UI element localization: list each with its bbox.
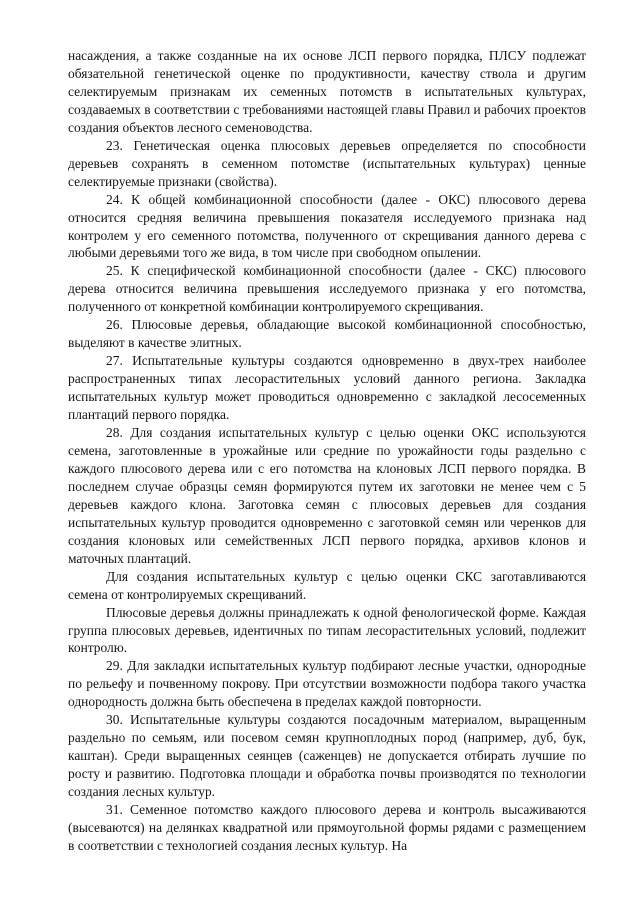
paragraph-26: 26. Плюсовые деревья, обладающие высокой комбинационной способностью, выделяют в качестве элитных. xyxy=(68,317,586,351)
paragraph-27: 27. Испытательные культуры создаются одновременно в двух-трех наиболее распространенных типах лесорастительных условий данного региона. Закладка испытательных культур может проводиться одновременно с закладкой лесосеменных плантаций первого порядка. xyxy=(68,353,586,423)
document-page xyxy=(68,47,586,855)
paragraph-28-scs: Для создания испытательных культур с целью оценки СКС заготавливаются семена от контролируемых скрещиваний. xyxy=(68,568,586,602)
paragraph-continuation: насаждения, а также созданные на их основе ЛСП первого порядка, ПЛСУ подлежат обязательной генетической оценке по продуктивности, качеству ствола и другим селектируемым признакам их семенных потомств в испытательных культурах, создаваемых в соответствии с требованиями настоящей главы Правил и рабочих проектов создания объектов лесного семеноводства. xyxy=(68,48,586,135)
paragraph-31: 31. Семенное потомство каждого плюсового дерева и контроль высаживаются (высеваются) на делянках квадратной или прямоугольной формы рядами с размещением в соответствии с технологией создания лесных культур. На xyxy=(68,802,586,853)
paragraph-29: 29. Для закладки испытательных культур подбирают лесные участки, однородные по рельефу и почвенному покрову. При отсутствии возможности подбора такого участка однородность должна быть обеспечена в пределах каждой повторности. xyxy=(68,658,586,710)
paragraph-23: 23. Генетическая оценка плюсовых деревьев определяется по способности деревьев сохранять в семенном потомстве (испытательных культурах) ценные селектируемые признаки (свойства). xyxy=(68,137,586,189)
paragraph-28-phenology: Плюсовые деревья должны принадлежать к одной фенологической форме. Каждая группа плюсовых деревьев, идентичных по типам лесорастительных условий, подлежит контролю. xyxy=(68,604,586,656)
paragraph-25: 25. К специфической комбинационной способности (далее - СКС) плюсового дерева относится величина превышения исследуемого признака у его потомства, полученного от конкретной комбинации контролируемого скрещивания. xyxy=(68,263,586,315)
paragraph-24: 24. К общей комбинационной способности (далее - ОКС) плюсового дерева относится средняя величина превышения показателя исследуемого признака над контролем у его семенного потомства, полученного от скрещивания данного дерева с любыми деревьями того же вида, в том числе при свободном опылении. xyxy=(68,191,586,261)
paragraph-30: 30. Испытательные культуры создаются посадочным материалом, выращенным раздельно по семьям, или посевом семян крупноплодных пород (например, дуб, бук, каштан). Среди выращенных сеянцев (саженцев) не допускается отбирать лучшие по росту и развитию. Подготовка площади и обработка почвы производятся по технологии создания лесных культур. xyxy=(68,712,586,800)
paragraph-28: 28. Для создания испытательных культур с целью оценки ОКС используются семена, заготовленные в урожайные или средние по урожайности годы раздельно с каждого плюсового дерева или с его потомства на клоновых ЛСП первого порядка. В последнем случае образцы семян формируются путем их заготовки не менее чем с 5 деревьев каждого клона. Заготовка семян с плюсовых деревьев для создания испытательных культур проводится одновременно с заготовкой семян или черенков для создания клоновых или семейственных ЛСП первого порядка, архивов клонов и маточных плантаций. xyxy=(68,425,586,566)
